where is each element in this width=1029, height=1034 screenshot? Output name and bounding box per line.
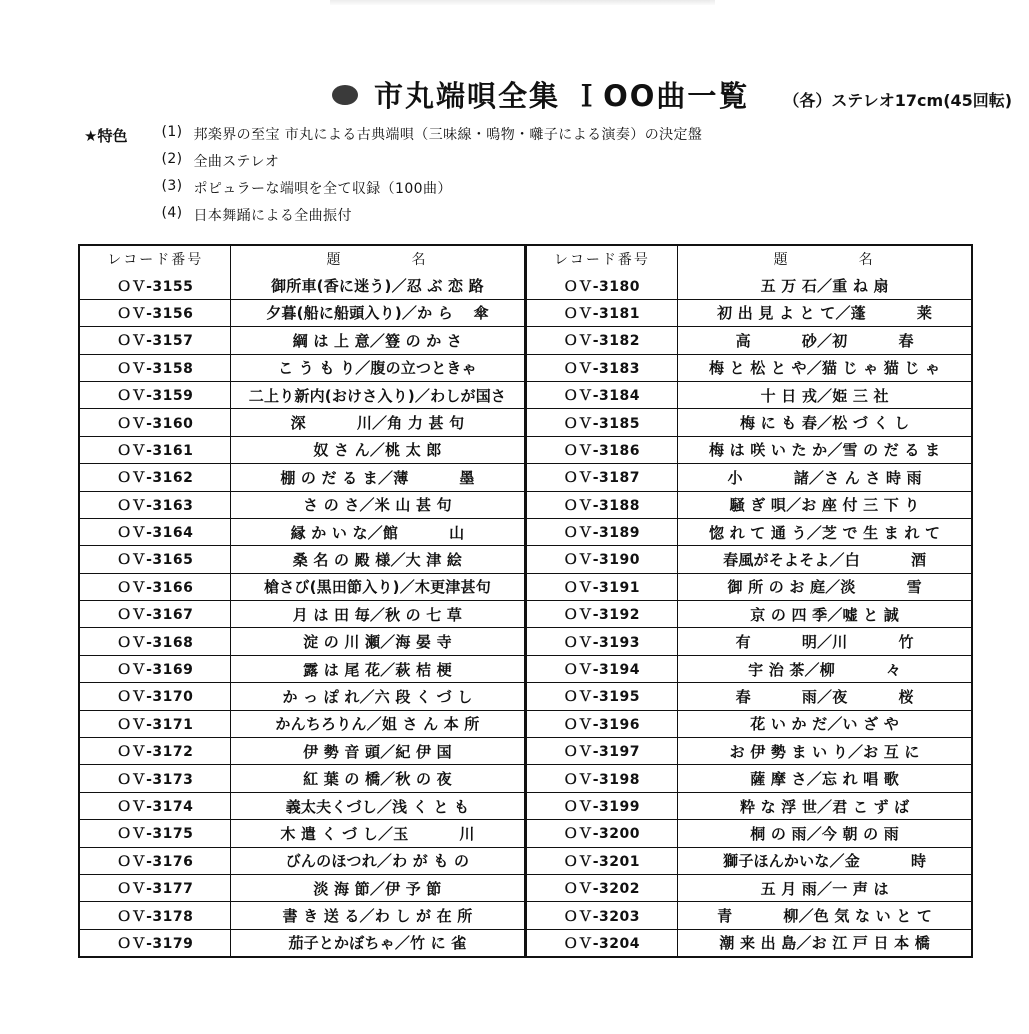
table-row	[80, 655, 524, 682]
song-title: 御 所 の お 庭／淡 雪	[727, 578, 922, 597]
song-title-cell	[231, 601, 524, 628]
song-title-cell	[231, 902, 524, 929]
table-row	[80, 738, 524, 765]
song-title-cell	[231, 573, 524, 600]
song-title-cell	[231, 792, 524, 819]
record-number: ＯＶ-3196	[563, 716, 641, 733]
record-number: ＯＶ-3157	[117, 333, 194, 350]
song-title-cell	[678, 929, 971, 956]
record-number: ＯＶ-3181	[563, 305, 641, 322]
record-number: ＯＶ-3177	[117, 881, 194, 898]
table-row	[527, 738, 972, 765]
record-number-cell	[80, 573, 231, 600]
record-number-cell	[527, 518, 678, 545]
table-row	[80, 272, 524, 299]
song-title: 梅 と 松 と や／猫 じ ゃ 猫 じ ゃ	[709, 359, 941, 378]
record-number: ＯＶ-3173	[117, 771, 194, 788]
song-title: 淡 海 節／伊 予 節	[313, 879, 442, 898]
record-number-cell	[80, 792, 231, 819]
record-number: ＯＶ-3204	[563, 935, 641, 952]
record-number: ＯＶ-3162	[117, 470, 194, 487]
song-title: 春風がそよそよ／白 酒	[723, 550, 927, 569]
feature-item	[161, 205, 702, 225]
record-number: ＯＶ-3200	[563, 826, 641, 843]
song-title: 紅 葉 の 橋／秋 の 夜	[303, 770, 452, 789]
table-header-row	[527, 246, 972, 272]
page-title: 市丸端唄全集 ＩOO曲一覧	[374, 79, 750, 113]
song-title-cell	[678, 765, 971, 792]
record-number: ＯＶ-3185	[563, 415, 641, 432]
record-number-cell	[80, 655, 231, 682]
feature-item	[161, 151, 702, 171]
record-number: ＯＶ-3194	[563, 662, 641, 679]
record-number: ＯＶ-3197	[563, 744, 641, 761]
song-title-cell	[231, 491, 524, 518]
song-title-cell	[231, 299, 524, 326]
record-number: ＯＶ-3172	[117, 744, 194, 761]
catalog-table-right-half	[526, 246, 972, 956]
record-number: ＯＶ-3174	[117, 799, 194, 815]
table-row	[80, 929, 524, 956]
table-row	[80, 710, 524, 737]
song-title: 御所車(香に迷う)／忍 ぶ 恋 路	[271, 277, 484, 296]
record-number: ＯＶ-3178	[117, 908, 194, 925]
record-number: ＯＶ-3179	[117, 935, 194, 952]
record-number-cell	[80, 628, 231, 655]
record-number-cell	[527, 847, 678, 874]
song-title-cell	[678, 464, 971, 491]
record-number-cell	[80, 710, 231, 737]
record-number-cell	[80, 546, 231, 573]
song-title: 月 は 田 毎／秋 の 七 草	[292, 605, 463, 624]
song-title-cell	[678, 299, 971, 326]
record-number: ＯＶ-3201	[563, 853, 641, 870]
record-number: ＯＶ-3168	[117, 634, 194, 651]
record-number: ＯＶ-3189	[563, 525, 641, 542]
song-title: 高 砂／初 春	[735, 331, 914, 350]
song-title-cell	[678, 710, 971, 737]
song-title: こ う も り／腹の立つときゃ	[278, 359, 477, 378]
record-number-cell	[527, 765, 678, 792]
feature-text: 全曲ステレオ	[193, 154, 280, 170]
song-title-cell	[678, 436, 971, 463]
table-row	[527, 902, 972, 929]
table-row	[80, 518, 524, 545]
catalog-table	[78, 244, 973, 958]
song-title-cell	[678, 381, 971, 408]
table-row	[80, 464, 524, 491]
table-row	[80, 436, 524, 463]
song-title-cell	[231, 409, 524, 436]
record-number-cell	[80, 409, 231, 436]
record-number: ＯＶ-3192	[563, 607, 641, 624]
table-row	[80, 299, 524, 326]
song-title: 五 月 雨／一 声 は	[760, 879, 889, 898]
record-number: ＯＶ-3187	[563, 470, 641, 487]
table-row	[80, 847, 524, 874]
record-number-cell	[80, 464, 231, 491]
feature-item	[161, 178, 702, 198]
record-number: ＯＶ-3202	[563, 881, 641, 898]
table-row	[80, 409, 524, 436]
record-number-cell	[527, 792, 678, 819]
table-row	[527, 874, 972, 901]
song-title-cell	[231, 327, 524, 354]
song-title-cell	[678, 902, 971, 929]
song-title: 桑 名 の 殿 様／大 津 絵	[292, 550, 463, 569]
table-row	[527, 820, 972, 847]
record-number: ＯＶ-3161	[117, 442, 194, 459]
record-number: ＯＶ-3164	[117, 525, 194, 542]
song-title-cell	[678, 354, 971, 381]
record-number-cell	[80, 381, 231, 408]
table-row	[527, 628, 972, 655]
record-number-cell	[527, 436, 678, 463]
table-row	[527, 436, 972, 463]
song-title-cell	[231, 381, 524, 408]
record-number: ＯＶ-3170	[117, 689, 194, 706]
song-title: 綱 は 上 意／簦 の か さ	[292, 331, 463, 350]
record-number-cell	[527, 491, 678, 518]
song-title-cell	[678, 874, 971, 901]
song-title: さ の さ／米 山 甚 句	[303, 496, 452, 515]
record-number-cell	[80, 820, 231, 847]
song-title-cell	[231, 874, 524, 901]
record-number-cell	[527, 902, 678, 929]
song-title-cell	[231, 683, 524, 710]
song-title-cell	[231, 738, 524, 765]
table-row	[527, 847, 972, 874]
song-title-cell	[678, 655, 971, 682]
table-row	[527, 792, 972, 819]
song-title: びんのほつれ／わ が も の	[285, 852, 470, 871]
song-title: か っ ぽ れ／六 段 く づ し	[282, 687, 473, 706]
table-row	[527, 546, 972, 573]
song-title: 夕暮(船に船頭入り)／か ら 傘	[266, 304, 489, 323]
record-number-cell	[527, 929, 678, 956]
record-number-cell	[80, 765, 231, 792]
record-number: ＯＶ-3182	[563, 333, 641, 350]
record-number-cell	[80, 601, 231, 628]
table-row	[80, 902, 524, 929]
song-title-cell	[678, 518, 971, 545]
feature-number: (4)	[161, 205, 183, 221]
table-row	[527, 573, 972, 600]
song-title-cell	[678, 792, 971, 819]
record-number: ＯＶ-3166	[117, 579, 194, 596]
record-number-cell	[80, 491, 231, 518]
song-title: 露 は 尾 花／萩 桔 梗	[303, 660, 452, 679]
table-row	[527, 464, 972, 491]
song-title: 潮 来 出 島／お 江 戸 日 本 橋	[719, 934, 930, 953]
feature-text: ポピュラーな端唄を全て収録（100曲）	[193, 181, 452, 197]
record-number-cell	[527, 738, 678, 765]
feature-number: (3)	[161, 178, 183, 194]
record-number: ＯＶ-3159	[117, 388, 194, 405]
filled-circle-icon	[332, 85, 358, 105]
table-row	[80, 381, 524, 408]
table-row	[80, 765, 524, 792]
record-number-cell	[527, 381, 678, 408]
record-number-cell	[80, 354, 231, 381]
song-title-cell	[231, 518, 524, 545]
record-number-cell	[527, 409, 678, 436]
record-number-cell	[527, 272, 678, 299]
song-title-cell	[231, 929, 524, 956]
song-title-cell	[231, 546, 524, 573]
song-title: 槍さび(黒田節入り)／木更津甚句	[264, 578, 491, 597]
record-number-cell	[80, 327, 231, 354]
song-title-cell	[231, 628, 524, 655]
song-title-cell	[678, 820, 971, 847]
record-number: ＯＶ-3199	[563, 799, 641, 815]
song-title: お 伊 勢 ま い り／お 互 に	[729, 742, 920, 761]
record-number: ＯＶ-3184	[563, 388, 641, 405]
song-title-cell	[678, 491, 971, 518]
record-number: ＯＶ-3165	[117, 552, 194, 569]
song-title: 十 日 戎／姫 三 社	[760, 386, 889, 405]
song-title-cell	[678, 409, 971, 436]
record-number-cell	[80, 272, 231, 299]
table-row	[527, 409, 972, 436]
record-number: ＯＶ-3158	[117, 360, 194, 377]
table-row	[527, 272, 972, 299]
table-row	[527, 518, 972, 545]
song-title: 深 川／角 力 甚 句	[290, 414, 465, 433]
record-number: ＯＶ-3175	[117, 826, 194, 843]
song-title: 縁 か い な／館 山	[290, 523, 465, 542]
table-row	[80, 628, 524, 655]
table-row	[527, 683, 972, 710]
table-row	[527, 381, 972, 408]
features-list	[161, 124, 702, 225]
song-title: 薩 摩 さ／忘 れ 唱 歌	[750, 770, 899, 789]
record-number-cell	[527, 655, 678, 682]
song-title: 宇 治 茶／柳 々	[748, 660, 902, 679]
record-number: ＯＶ-3160	[117, 415, 194, 432]
record-number-cell	[80, 847, 231, 874]
record-number: ＯＶ-3195	[563, 689, 641, 706]
song-title: 春 雨／夜 桜	[735, 687, 914, 706]
table-row	[80, 792, 524, 819]
record-number: ＯＶ-3183	[563, 360, 641, 377]
record-number-cell	[527, 710, 678, 737]
record-number-cell	[80, 518, 231, 545]
table-row	[80, 874, 524, 901]
song-title-cell	[678, 327, 971, 354]
record-number-cell	[527, 546, 678, 573]
column-header-title: 題 名	[326, 252, 429, 269]
record-number-cell	[527, 327, 678, 354]
record-number-cell	[527, 601, 678, 628]
record-number: ＯＶ-3155	[117, 278, 194, 295]
song-title-cell	[231, 464, 524, 491]
column-header-title: 題 名	[773, 252, 876, 269]
table-row	[527, 299, 972, 326]
song-title: かんちろりん／姐 さ ん 本 所	[275, 715, 480, 734]
song-title-cell	[231, 820, 524, 847]
page-header	[0, 74, 1029, 115]
song-title: 青 柳／色 気 な い と て	[717, 907, 933, 926]
song-title: 騒 ぎ 唄／お 座 付 三 下 り	[729, 496, 920, 515]
table-row	[527, 765, 972, 792]
record-number: ＯＶ-3193	[563, 634, 641, 651]
table-row	[80, 546, 524, 573]
song-title: 五 万 石／重 ね 扇	[760, 277, 889, 296]
record-number-cell	[80, 436, 231, 463]
record-number: ＯＶ-3167	[117, 607, 194, 624]
table-row	[80, 491, 524, 518]
record-number-cell	[527, 354, 678, 381]
song-title-cell	[678, 683, 971, 710]
record-number-cell	[80, 929, 231, 956]
song-title: 梅 は 咲 い た か／雪 の だ る ま	[709, 441, 941, 460]
song-title: 有 明／川 竹	[735, 633, 914, 652]
record-number: ＯＶ-3203	[563, 908, 641, 925]
format-note: （各）ステレオ17cm(45回転)	[783, 91, 1013, 110]
record-number: ＯＶ-3190	[563, 552, 641, 569]
song-title-cell	[678, 628, 971, 655]
song-title: 奴 さ ん／桃 太 郎	[313, 441, 442, 460]
record-number-cell	[527, 299, 678, 326]
record-number: ＯＶ-3186	[563, 442, 641, 459]
song-title: 花 い か だ／い ざ や	[750, 715, 899, 734]
song-title-cell	[678, 738, 971, 765]
song-title-cell	[678, 546, 971, 573]
feature-item	[161, 124, 702, 144]
features-block	[84, 124, 702, 225]
record-number: ＯＶ-3180	[563, 278, 641, 295]
record-number-cell	[80, 902, 231, 929]
song-title: 義太夫くづし／浅 く と も	[285, 797, 470, 816]
table-row	[527, 710, 972, 737]
song-title: 桐 の 雨／今 朝 の 雨	[750, 824, 899, 843]
song-title: 茄子とかぼちゃ／竹 に 雀	[288, 934, 467, 953]
table-row	[527, 655, 972, 682]
table-row	[80, 573, 524, 600]
record-number-cell	[527, 683, 678, 710]
song-title: 書 き 送 る／わ し が 在 所	[282, 907, 473, 926]
record-number: ＯＶ-3188	[563, 497, 641, 514]
table-row	[80, 354, 524, 381]
song-title: 初 出 見 よ と て／蓬 莱	[717, 304, 933, 323]
record-number: ＯＶ-3169	[117, 662, 194, 679]
table-row	[527, 354, 972, 381]
record-number-cell	[527, 874, 678, 901]
song-title-cell	[678, 601, 971, 628]
table-row	[80, 683, 524, 710]
record-number-cell	[527, 820, 678, 847]
song-title: 小 諸／さ ん さ 時 雨	[727, 468, 922, 487]
feature-text: 邦楽界の至宝 市丸による古典端唄（三味線・鳴物・囃子による演奏）の決定盤	[193, 127, 703, 143]
table-row	[527, 929, 972, 956]
record-number-cell	[80, 299, 231, 326]
feature-number: (1)	[161, 124, 183, 140]
song-title-cell	[231, 765, 524, 792]
record-number: ＯＶ-3156	[117, 305, 194, 322]
record-number: ＯＶ-3191	[563, 579, 641, 596]
record-number: ＯＶ-3171	[117, 716, 194, 733]
feature-number: (2)	[161, 151, 183, 167]
song-title-cell	[231, 436, 524, 463]
record-number-cell	[527, 628, 678, 655]
song-title: 伊 勢 音 頭／紀 伊 国	[303, 742, 452, 761]
record-number-cell	[80, 874, 231, 901]
song-title-cell	[231, 655, 524, 682]
song-title-cell	[231, 272, 524, 299]
table-row	[80, 820, 524, 847]
song-title: 二上り新内(おけさ入り)／わしが国さ	[248, 386, 507, 405]
table-row	[80, 327, 524, 354]
song-title-cell	[678, 847, 971, 874]
song-title-cell	[231, 710, 524, 737]
table-row	[527, 601, 972, 628]
catalog-table-left-half	[80, 246, 526, 956]
song-title: 淀 の 川 瀬／海 晏 寺	[303, 633, 452, 652]
song-title-cell	[678, 573, 971, 600]
song-title-cell	[678, 272, 971, 299]
record-number: ＯＶ-3163	[117, 497, 194, 514]
record-number-cell	[527, 464, 678, 491]
record-number-cell	[527, 573, 678, 600]
record-number-cell	[80, 738, 231, 765]
column-header-record-number: レコード番号	[527, 246, 678, 272]
column-header-record-number: レコード番号	[80, 246, 231, 272]
record-number-cell	[80, 683, 231, 710]
table-row	[80, 601, 524, 628]
song-title: 京 の 四 季／嘘 と 誠	[750, 605, 899, 624]
song-title-cell	[231, 354, 524, 381]
song-title: 粋 な 浮 世／君 こ ず ば	[739, 797, 910, 816]
song-title: 獅子ほんかいな／金 時	[723, 852, 927, 871]
table-row	[527, 327, 972, 354]
record-number: ＯＶ-3198	[563, 771, 641, 788]
song-title: 木 遣 く づ し／玉 川	[280, 824, 475, 843]
song-title: 棚 の だ る ま／薄 墨	[280, 468, 475, 487]
feature-text: 日本舞踊による全曲振付	[193, 208, 352, 224]
song-title: 惚 れ て 通 う／芝 で 生 ま れ て	[709, 523, 941, 542]
table-header-row	[80, 246, 524, 272]
song-title: 梅 に も 春／松 づ く し	[739, 414, 910, 433]
record-number: ＯＶ-3176	[117, 853, 194, 870]
features-label: ★特色	[84, 127, 128, 145]
song-title-cell	[231, 847, 524, 874]
table-row	[527, 491, 972, 518]
